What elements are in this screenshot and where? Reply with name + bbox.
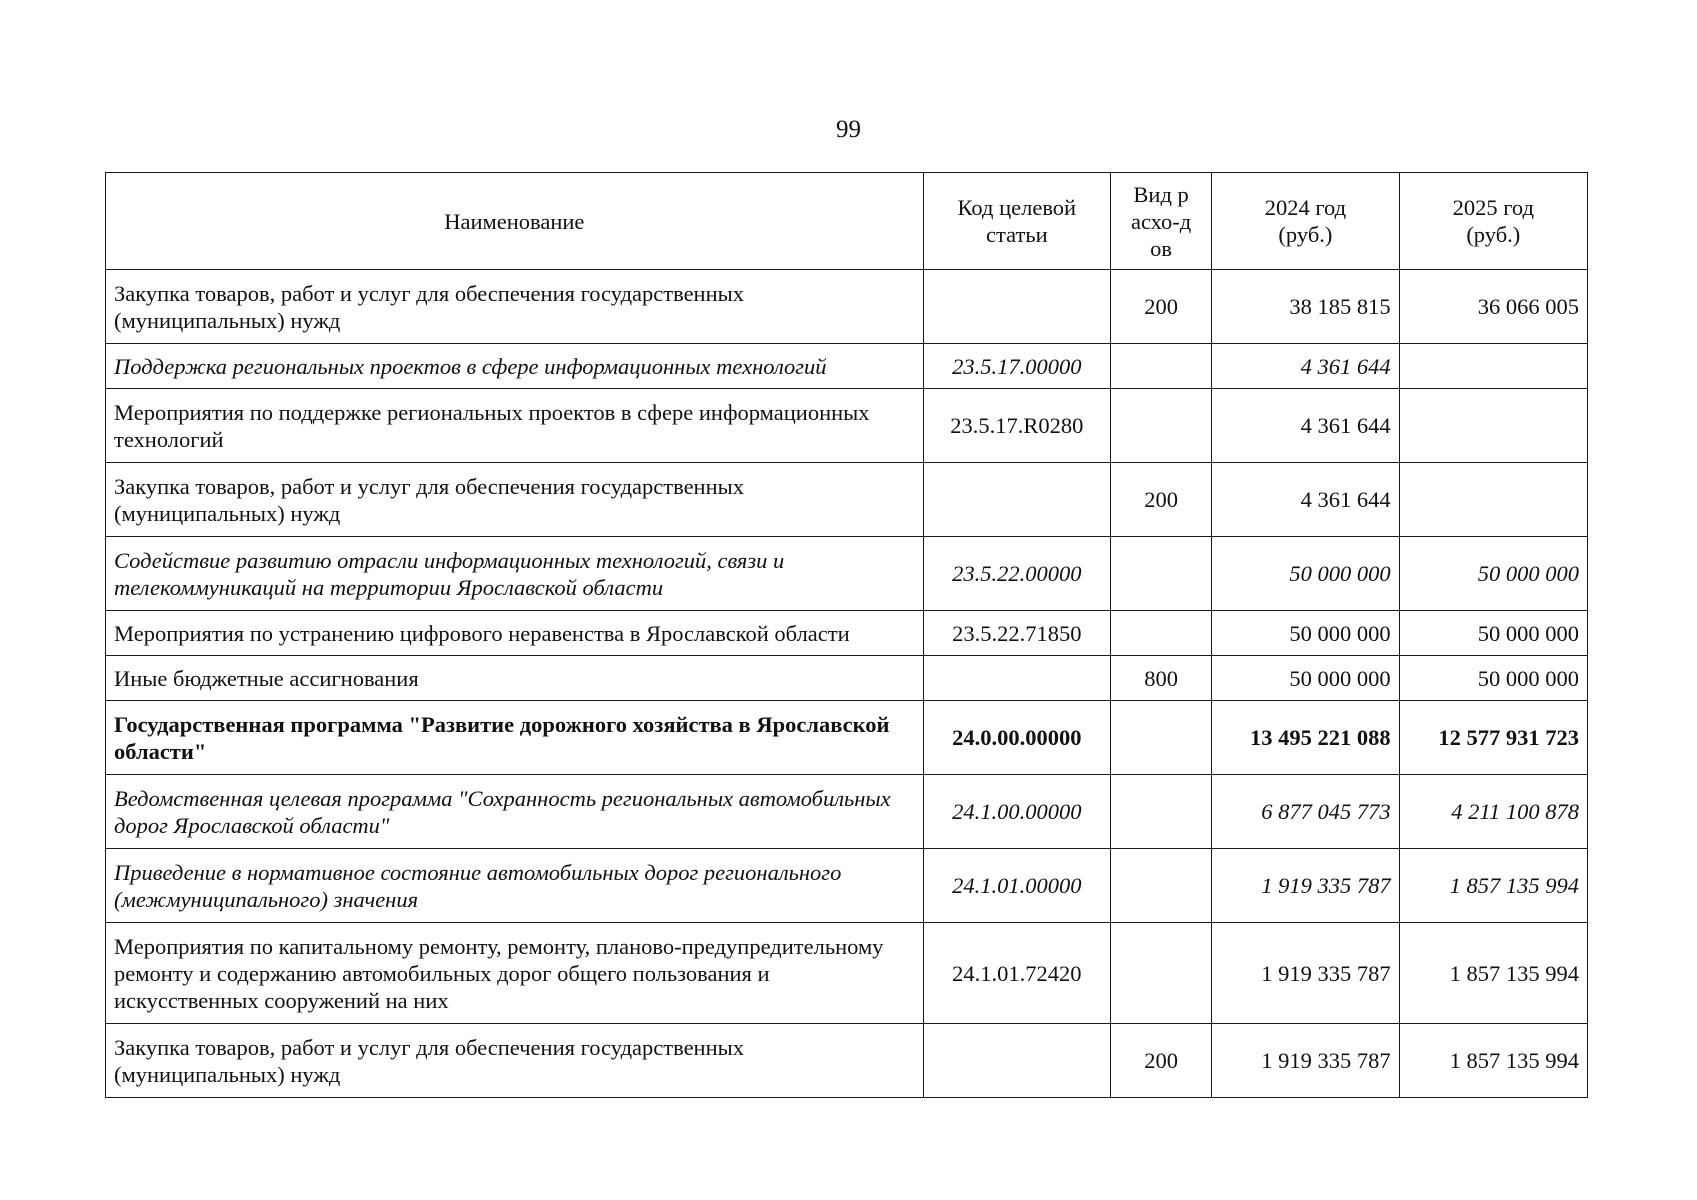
cell-name: Закупка товаров, работ и услуг для обеспечения государственных (муниципальных) нужд (106, 270, 924, 344)
cell-kind (1111, 849, 1212, 923)
cell-kind: 200 (1111, 270, 1212, 344)
cell-2024: 13 495 221 088 (1212, 701, 1399, 775)
cell-code: 23.5.22.00000 (923, 537, 1110, 611)
table-row (106, 611, 1588, 656)
header-code-label: Код целевой статьи (957, 195, 1077, 247)
table-row (106, 270, 1588, 344)
header-2025-label: 2025 год (руб.) (1452, 195, 1534, 247)
cell-kind (1111, 701, 1212, 775)
cell-code: 24.1.01.72420 (923, 923, 1110, 1024)
cell-kind (1111, 344, 1212, 389)
cell-kind (1111, 537, 1212, 611)
table-row (106, 775, 1588, 849)
page-number: 99 (836, 116, 861, 143)
cell-kind (1111, 923, 1212, 1024)
header-2025 (1399, 173, 1587, 270)
cell-2024: 50 000 000 (1212, 537, 1399, 611)
cell-name: Иные бюджетные ассигнования (106, 656, 924, 701)
budget-table (105, 172, 1588, 1098)
cell-name: Содействие развитию отрасли информационных технологий, связи и телекоммуникаций на территории Ярославской области (106, 537, 924, 611)
cell-name: Мероприятия по капитальному ремонту, ремонту, планово-предупредительному ремонту и содержанию автомобильных дорог общего пользования и искусственных сооружений на них (106, 923, 924, 1024)
table-row (106, 701, 1588, 775)
cell-2025: 50 000 000 (1399, 611, 1587, 656)
cell-code: 23.5.17.00000 (923, 344, 1110, 389)
cell-name: Мероприятия по устранению цифрового неравенства в Ярославской области (106, 611, 924, 656)
cell-code (923, 1024, 1110, 1098)
cell-code (923, 656, 1110, 701)
cell-2024: 50 000 000 (1212, 611, 1399, 656)
cell-2025: 1 857 135 994 (1399, 1024, 1587, 1098)
cell-code: 23.5.17.R0280 (923, 389, 1110, 463)
header-name: Наименование (106, 173, 924, 270)
cell-2025: 36 066 005 (1399, 270, 1587, 344)
cell-name: Государственная программа "Развитие дорожного хозяйства в Ярославской области" (106, 701, 924, 775)
header-2024-label: 2024 год (руб.) (1264, 195, 1347, 247)
cell-kind (1111, 389, 1212, 463)
table-row (106, 344, 1588, 389)
cell-kind (1111, 611, 1212, 656)
table-row (106, 1024, 1588, 1098)
table-row (106, 923, 1588, 1024)
cell-2025 (1399, 389, 1587, 463)
cell-name: Закупка товаров, работ и услуг для обеспечения государственных (муниципальных) нужд (106, 463, 924, 537)
cell-2024: 4 361 644 (1212, 344, 1399, 389)
header-kind (1111, 173, 1212, 270)
cell-2025: 50 000 000 (1399, 537, 1587, 611)
header-2024 (1212, 173, 1399, 270)
cell-2024: 1 919 335 787 (1212, 923, 1399, 1024)
cell-code (923, 270, 1110, 344)
header-code (923, 173, 1110, 270)
cell-name: Закупка товаров, работ и услуг для обеспечения государственных (муниципальных) нужд (106, 1024, 924, 1098)
cell-2024: 4 361 644 (1212, 463, 1399, 537)
cell-code: 24.1.01.00000 (923, 849, 1110, 923)
table-body (106, 270, 1588, 1098)
header-row (106, 173, 1588, 270)
cell-2024: 6 877 045 773 (1212, 775, 1399, 849)
cell-kind: 200 (1111, 463, 1212, 537)
table-row (106, 463, 1588, 537)
cell-2025: 1 857 135 994 (1399, 923, 1587, 1024)
cell-kind: 800 (1111, 656, 1212, 701)
cell-2025 (1399, 463, 1587, 537)
table-row (106, 656, 1588, 701)
cell-name: Поддержка региональных проектов в сфере информационных технологий (106, 344, 924, 389)
cell-name: Мероприятия по поддержке региональных проектов в сфере информационных технологий (106, 389, 924, 463)
cell-name: Приведение в нормативное состояние автомобильных дорог регионального (межмуниципального) значения (106, 849, 924, 923)
cell-2024: 1 919 335 787 (1212, 1024, 1399, 1098)
cell-code (923, 463, 1110, 537)
cell-2024: 1 919 335 787 (1212, 849, 1399, 923)
cell-2025: 50 000 000 (1399, 656, 1587, 701)
table-row (106, 537, 1588, 611)
table-header (106, 173, 1588, 270)
table-row (106, 389, 1588, 463)
cell-2024: 38 185 815 (1212, 270, 1399, 344)
cell-kind (1111, 775, 1212, 849)
cell-2024: 50 000 000 (1212, 656, 1399, 701)
cell-2025: 12 577 931 723 (1399, 701, 1587, 775)
cell-kind: 200 (1111, 1024, 1212, 1098)
table-row (106, 849, 1588, 923)
cell-2024: 4 361 644 (1212, 389, 1399, 463)
header-kind-label: Вид расхо-дов (1130, 181, 1192, 261)
cell-2025: 4 211 100 878 (1399, 775, 1587, 849)
cell-2025: 1 857 135 994 (1399, 849, 1587, 923)
cell-name: Ведомственная целевая программа "Сохранность региональных автомобильных дорог Ярославской области" (106, 775, 924, 849)
cell-2025 (1399, 344, 1587, 389)
cell-code: 24.1.00.00000 (923, 775, 1110, 849)
cell-code: 23.5.22.71850 (923, 611, 1110, 656)
cell-code: 24.0.00.00000 (923, 701, 1110, 775)
